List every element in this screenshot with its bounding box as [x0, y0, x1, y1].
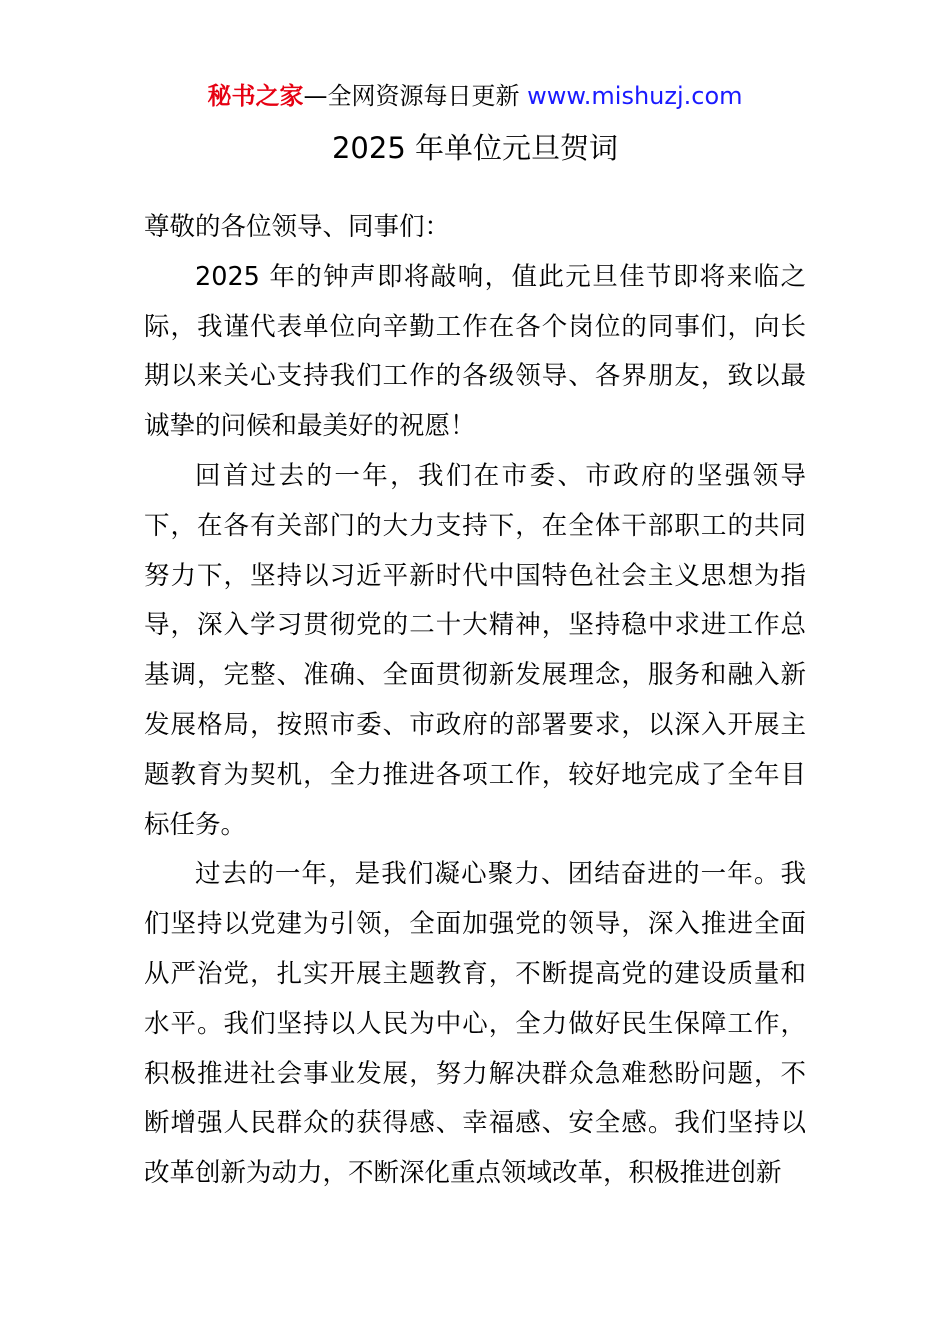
salutation: 尊敬的各位领导、同事们： — [144, 212, 451, 242]
banner-tagline: —全网资源每日更新 — [303, 82, 520, 110]
paragraph: 2025 年的钟声即将敲响，值此元旦佳节即将来临之际，我谨代表单位向辛勤工作在各个岗位的同事们，向长期以来关心支持我们工作的各级领导、各界朋友，致以最诚挚的问候和最美好的祝愿！ — [144, 261, 806, 442]
paragraph: 回首过去的一年，我们在市委、市政府的坚强领导下，在各有关部门的大力支持下，在全体干部职工的共同努力下，坚持以习近平新时代中国特色社会主义思想为指导，深入学习贯彻党的二十大精神，坚持稳中求进工作总基调，完整、准确、全面贯彻新发展理念，服务和融入新发展格局，按照市委、市政府的部署要求，以深入开展主题教育为契机，全力推进各项工作，较好地完成了全年目标任务。 — [144, 460, 806, 840]
document-title: 2025 年单位元旦贺词 — [331, 131, 619, 165]
site-url-link[interactable]: www.mishuzj.com — [527, 82, 743, 110]
document-body — [144, 203, 806, 1199]
brand-name: 秘书之家 — [207, 82, 304, 110]
paragraph: 过去的一年，是我们凝心聚力、团结奋进的一年。我们坚持以党建为引领，全面加强党的领导，深入推进全面从严治党，扎实开展主题教育，不断提高党的建设质量和水平。我们坚持以人民为中心，全力做好民生保障工作，积极推进社会事业发展，努力解决群众急难愁盼问题，不断增强人民群众的获得感、幸福感、安全感。我们坚持以改革创新为动力，不断深化重点领域改革，积极推进创新 — [144, 859, 806, 1189]
site-banner — [0, 80, 950, 112]
